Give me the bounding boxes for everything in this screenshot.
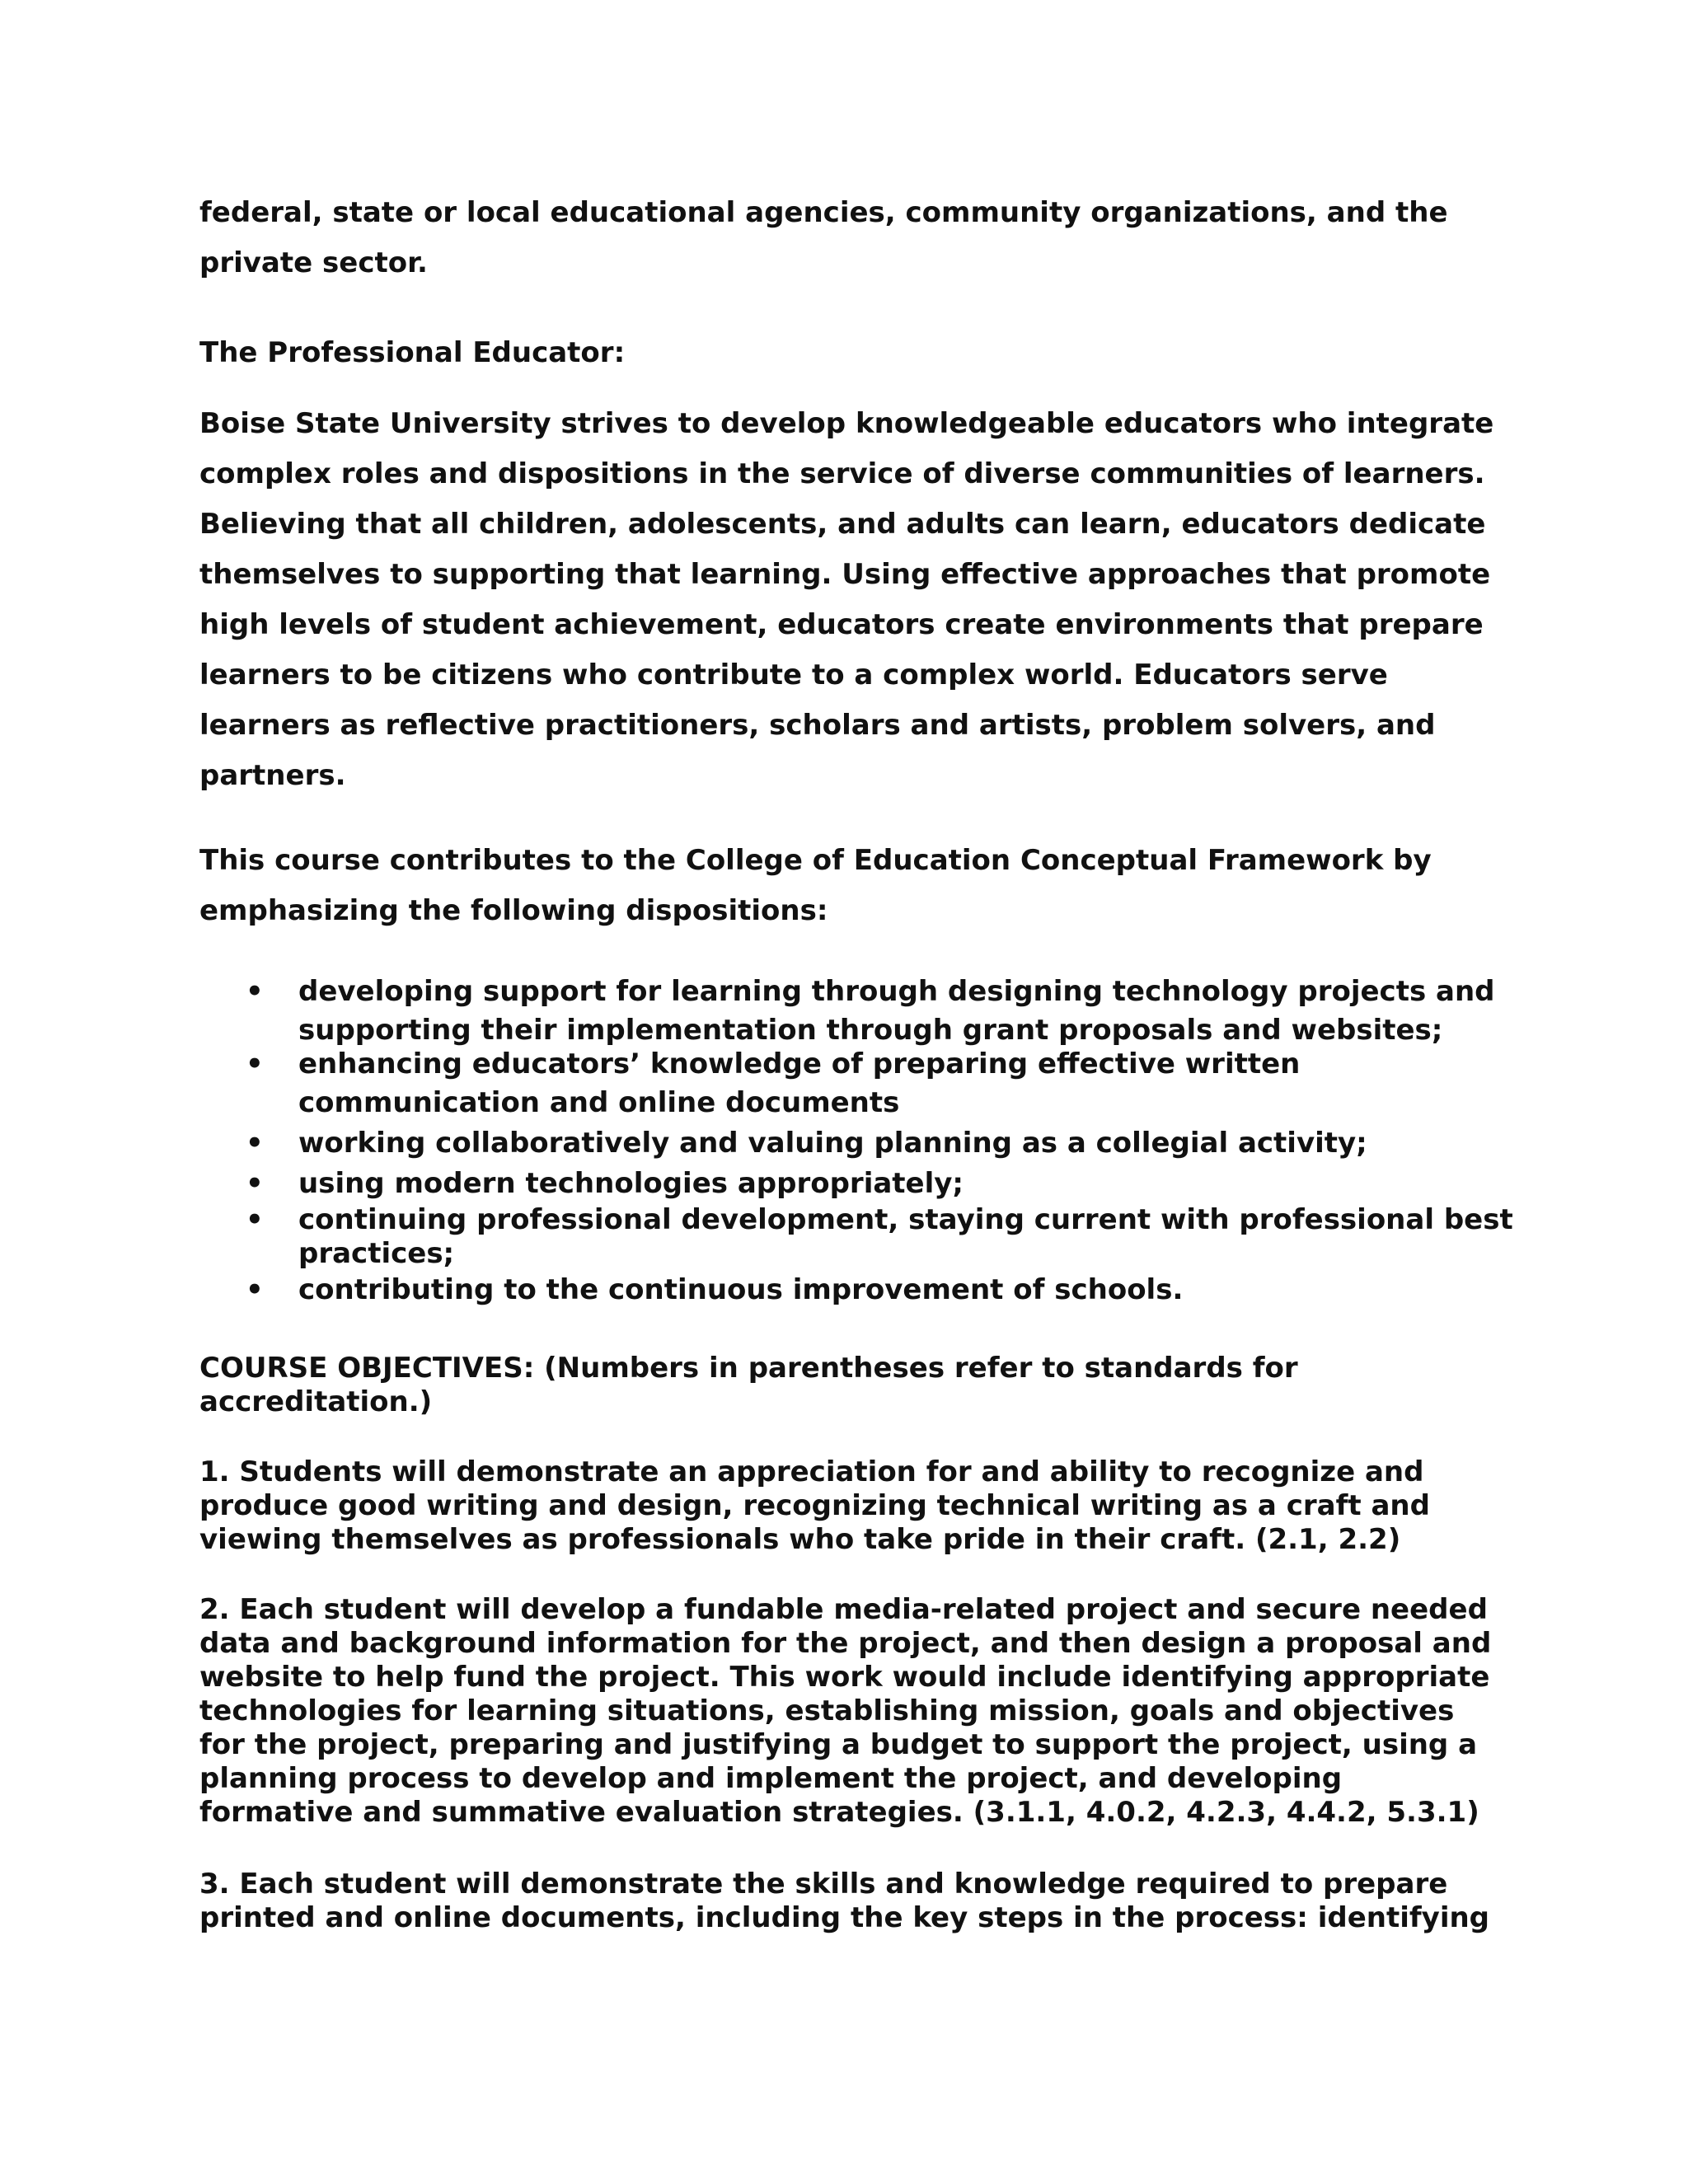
objective-3: 3. Each student will demonstrate the skills and knowledge required to prepare printed and online documents, including the key steps in the process: identifying — [199, 1868, 1490, 1934]
intro-continuation: federal, state or local educational agencies, community organizations, and the private sector. — [199, 196, 1448, 279]
professional-educator-heading: The Professional Educator: — [199, 336, 626, 369]
list-item: • continuing professional development, staying current with professional best practices; — [199, 1203, 1518, 1271]
objective-1: 1. Students will demonstrate an appreciation for and ability to recognize and produce good writing and design, recognizing technical writing as a craft and viewing themselves as professionals who take pride in their craft. (2.1, 2.2) — [199, 1455, 1430, 1556]
objective-2: 2. Each student will develop a fundable media-related project and secure needed data and background information for the project, and then design a proposal and website to help fund the project. This work would include identifying appropriate technologies for learning situations, establishing mission, goals and objectives for the project, preparing and justifying a budget to support the project, using a planning process to develop and implement the project, and developing formative and summative evaluation strategies. (3.1.1, 4.0.2, 4.2.3, 4.4.2, 5.3.1) — [199, 1593, 1492, 1829]
professional-educator-paragraph: Boise State University strives to develop knowledgeable educators who integrate complex roles and dispositions in the service of diverse communities of learners. Believing that all children, adolescents, and adults can learn, educators dedicate themselves to supporting that learning. Using effective approaches that promote high levels of student achievement, educators create environments that prepare learners to be citizens who contribute to a complex world. Educators serve learners as reflective practitioners, scholars and artists, problem solvers, and partners. — [199, 407, 1494, 792]
framework-intro-paragraph: This course contributes to the College of Education Conceptual Framework by emphasizing the following dispositions: — [199, 844, 1432, 927]
course-objectives-heading: COURSE OBJECTIVES: (Numbers in parentheses refer to standards for accreditation.) — [199, 1352, 1298, 1418]
list-item: • developing support for learning through designing technology projects and supporting their implementation through grant proposals and websites; — [199, 972, 1518, 1050]
dispositions-list — [199, 972, 1518, 1310]
list-item: • using modern technologies appropriately; — [199, 1165, 1518, 1203]
list-item: • contributing to the continuous improvement of schools. — [199, 1271, 1518, 1310]
list-item: • working collaboratively and valuing planning as a collegial activity; — [199, 1124, 1518, 1163]
list-item: • enhancing educators’ knowledge of preparing effective written communication and online documents — [199, 1045, 1518, 1122]
